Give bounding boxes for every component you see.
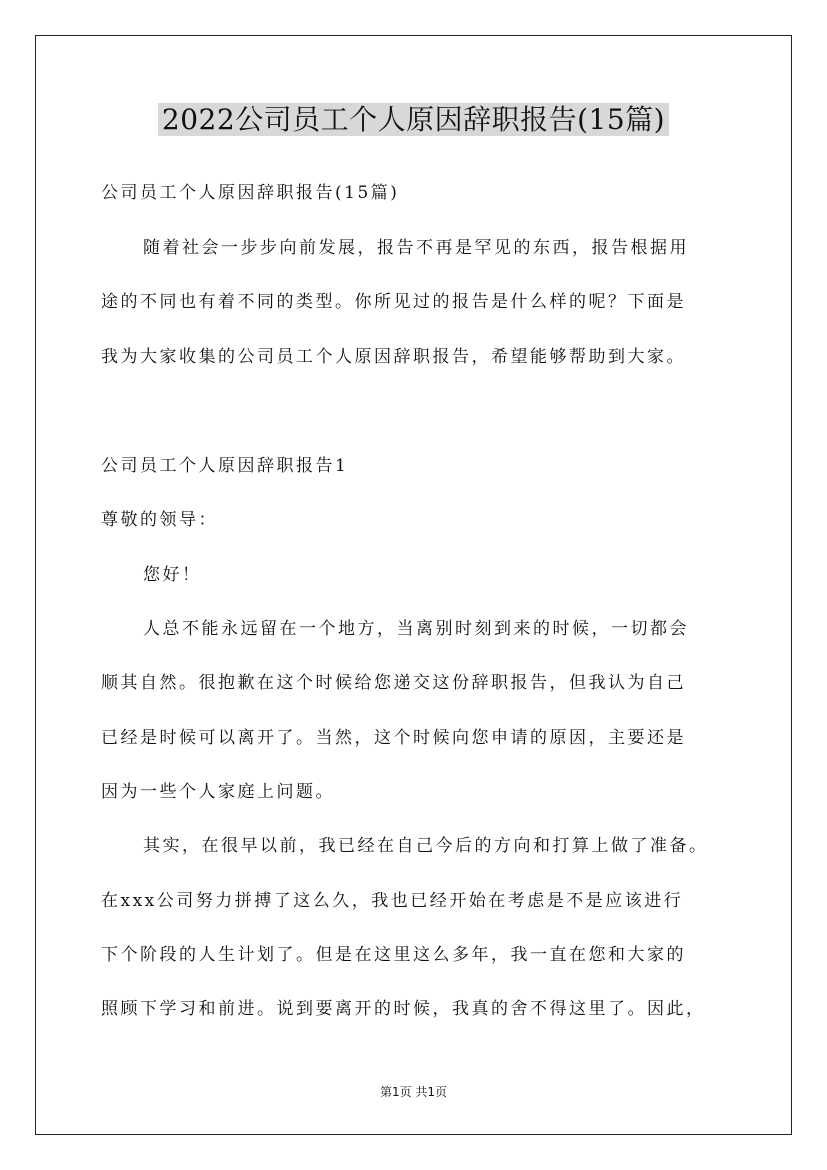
paragraph1-line-3: 已经是时候可以离开了。当然，这个时候向您申请的原因，主要还是 xyxy=(101,728,686,748)
paragraph1-line-2: 顺其自然。很抱歉在这个时候给您递交这份辞职报告，但我认为自己 xyxy=(101,673,686,693)
paragraph2-line-4: 照顾下学习和前进。说到要离开的时候，我真的舍不得这里了。因此， xyxy=(101,999,706,1019)
section-heading: 公司员工个人原因辞职报告1 xyxy=(101,456,349,476)
paragraph1-line-1: 人总不能永远留在一个地方，当离别时刻到来的时候，一切都会 xyxy=(143,619,689,639)
paragraph1-line-4: 因为一些个人家庭上问题。 xyxy=(101,782,335,802)
paragraph2-line-3: 下个阶段的人生计划了。但是在这里这么多年，我一直在您和大家的 xyxy=(101,945,686,965)
intro-line-3: 我为大家收集的公司员工个人原因辞职报告，希望能够帮助到大家。 xyxy=(101,347,686,367)
document-title: 2022公司员工个人原因辞职报告(15篇) xyxy=(0,100,827,140)
salutation: 尊敬的领导： xyxy=(101,510,218,530)
intro-line-1: 随着社会一步步向前发展，报告不再是罕见的东西，报告根据用 xyxy=(143,238,689,258)
intro-line-2: 途的不同也有着不同的类型。你所见过的报告是什么样的呢？下面是 xyxy=(101,292,686,312)
paragraph2-line-1: 其实，在很早以前，我已经在自己今后的方向和打算上做了准备。 xyxy=(143,836,709,856)
document-subtitle: 公司员工个人原因辞职报告(15篇) xyxy=(101,183,400,203)
greeting: 您好！ xyxy=(143,565,202,585)
paragraph2-line-2: 在xxx公司努力拼搏了这么久，我也已经开始在考虑是不是应该进行 xyxy=(101,891,684,911)
page-number: 第1页 共1页 xyxy=(379,1085,448,1099)
